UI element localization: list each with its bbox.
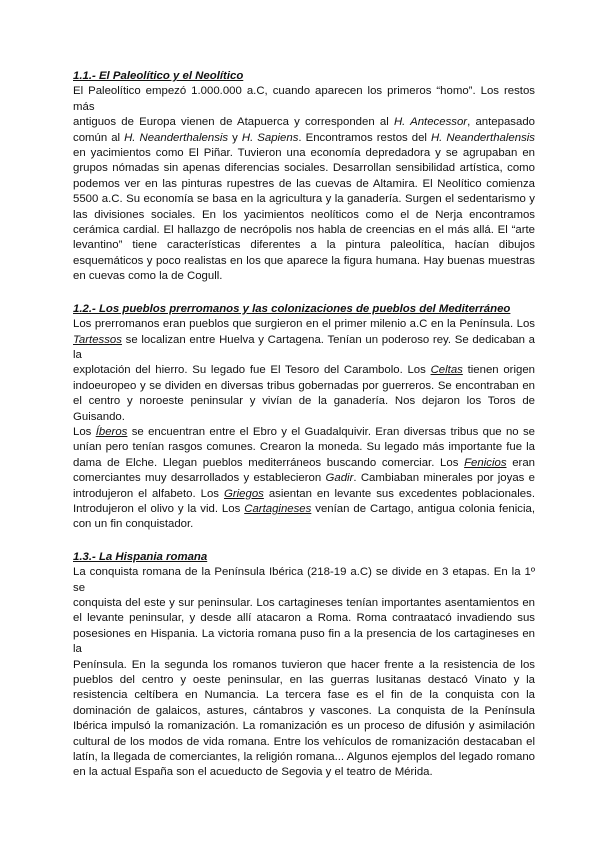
text-line [73,611,535,626]
text-line [73,177,535,192]
text-run: El Paleolítico empezó 1.000.000 a.C, cuando aparecen los primeros “homo”. Los restos más [73,85,535,113]
text-run: dama de Elche. Llegan pueblos mediterráneos buscando comerciar. Los [73,456,465,469]
text-run: grupos nómadas sin apenas diferencias sociales. Desarrollan sensibilidad artística, como [73,162,535,175]
text-run: 5500 a.C. Su economía se basa en la agricultura y la ganadería. Surgen el sedentarismo y [73,193,535,206]
text-line [73,565,535,596]
text-run: asientan en levante sus excedentes poblacionales. [263,487,535,500]
text-line [73,471,535,486]
text-run: latín, la llegada de comerciantes, la religión romana... Algunos ejemplos del legado romano [73,751,535,764]
text-line [73,238,535,253]
text-line [73,440,535,455]
text-run: comerciantes muy desarrollados y establecieron [73,472,326,485]
text-run: . Encontramos restos del [298,131,431,144]
text-run: común al [73,131,125,144]
section-heading: 1.1.- El Paleolítico y el Neolítico [73,70,244,82]
text-line [73,735,535,750]
text-run: se localizan entre Huelva y Cartagena. Tenían un poderoso rey. Se dedicaban a la [73,333,535,361]
text-run: dominación de galaicos, astures, cántabros y vascones. La conquista de la Península [73,704,535,717]
underlined-term: Celtas [430,364,463,377]
text-run: eran [506,456,535,469]
italic-term: H. Antecessor [393,116,468,129]
text-line [73,161,535,176]
text-run: cerámica cardial. El hallazgo de necrópolis nos habla de creencias en el más allá. El “arte [73,224,535,237]
underlined-term: Fenicios [464,456,507,469]
italic-term: H. Sapiens [241,131,299,144]
text-line [73,673,535,688]
section-body [73,317,535,533]
text-line [73,688,535,703]
text-run: Los prerromanos eran pueblos que surgieron en el primer milenio a.C en la Península. Los [73,318,535,331]
text-run: se encuentran entre el Ebro y el Guadalquivir. Eran diversas tribus que no se [127,425,535,438]
text-run: las divisiones sociales. En los yacimientos neolíticos como el de Nerja encontramos [73,208,535,221]
text-line [73,456,535,471]
italic-term: H. Neanderthalensis [124,131,229,144]
text-run: cultural de los modos de vida romana. Entre los vehículos de romanización destacaban el [73,735,535,748]
text-run: y [228,131,242,144]
section-pueblos-prerromanos [73,302,535,533]
text-line [73,254,535,269]
text-line [73,223,535,238]
text-run: en yacimientos como El Piñar. Tuvieron una economía depredadora y se agrupaban en [73,147,535,160]
text-line [73,425,535,440]
underlined-term: Tartessos [73,333,122,346]
text-line [73,502,535,517]
text-line [73,131,535,146]
section-heading: 1.3.- La Hispania romana [73,550,208,563]
text-run: antiguos de Europa vienen de Atapuerca y corresponden al [73,116,394,129]
text-run: pueblos del centro y oeste peninsular, en las guerras lusitanas destacó Vinato y la [73,674,535,687]
text-line [73,487,535,502]
section-body [73,84,535,284]
document-page [73,69,535,798]
section-heading: 1.2.- Los pueblos prerromanos y las colonizaciones de pueblos del Mediterráneo [73,302,511,315]
text-run: el levante peninsular, y desde allí atacaron a Roma. Roma contraatacó invadiendo sus [73,612,535,625]
section-paleolitico [73,69,535,285]
text-line [73,208,535,223]
text-line [73,317,535,332]
text-run: con un fin conquistador. [73,518,194,531]
text-line [73,146,535,161]
text-line [73,750,535,765]
underlined-term: Griegos [223,487,264,500]
text-run: Península. En la segunda los romanos tuvieron que hacer frente a la resistencia de los [73,658,535,671]
text-line [73,658,535,673]
text-run: esquemáticos y poco realistas en los que aparece la figura humana. Hay buenas muestras [73,254,535,267]
text-line [73,765,535,780]
underlined-term: Íberos [95,425,128,438]
text-line [73,379,535,394]
text-run: , antepasado [467,116,535,129]
text-run: explotación del hierro. Su legado fue El Tesoro del Carambolo. Los [73,364,431,377]
text-line [73,115,535,130]
text-run: podemos ver en las pinturas rupestres de las cuevas de Altamira. El Neolítico comienza [73,177,535,190]
italic-term: H. Neanderthalensis [430,131,536,144]
text-run: tienen origen [462,364,535,377]
section-hispania-romana [73,550,535,781]
text-line [73,394,535,425]
text-line [73,596,535,611]
text-run: unían pero tenían rasgos comunes. Crearon la moneda. Su legado más importante fue la [73,441,535,454]
text-run: indoeuropeo y se dividen en diversas tribus gobernadas por guerreros. Se encontraban en [73,379,535,392]
text-run: venían de Cartago, antigua colonia fenicia, [311,502,536,515]
text-line [73,517,535,532]
text-line [73,627,535,658]
text-line [73,84,535,115]
text-line [73,363,535,378]
text-run: el centro y noroeste peninsular y vivían de la ganadería. Nos dejaron los Toros de Guisando. [73,395,535,423]
text-run: resistencia celtíbera en Numancia. La tercera fase es el fin de la conquista con la [73,689,535,702]
text-run: La conquista romana de la Península Ibérica (218-19 a.C) se divide en 3 etapas. En la 1º se [73,566,535,594]
text-line [73,192,535,207]
text-run: posesiones en Hispania. La victoria romana puso fin a la presencia de los cartagineses en la [73,627,535,656]
text-run: introdujeron el alfabeto. Los [73,487,224,500]
section-body [73,565,535,781]
text-run: en la actual España son el acueducto de Segovia y el teatro de Mérida. [73,766,433,779]
italic-term: Gadir [325,472,354,485]
underlined-term: Cartagineses [244,502,312,515]
text-line [73,704,535,719]
text-run: Ibérica impulsó la romanización. La romanización es un proceso de difusión y asimilación [73,720,535,733]
text-run: en cuevas como la de Cogull. [73,270,223,283]
text-run: Los [73,425,96,438]
text-run: levantino” tiene características diferentes a la pintura paleolítica, hacían dibujos [73,239,535,252]
text-line [73,719,535,734]
text-line [73,269,535,284]
text-run: Introdujeron el olivo y la vid. Los [73,502,245,515]
text-run: . Cambiaban minerales por joyas e [353,472,535,485]
text-line [73,333,535,364]
text-run: conquista del este y sur peninsular. Los cartagineses tenían importantes asentamientos en [73,597,535,609]
